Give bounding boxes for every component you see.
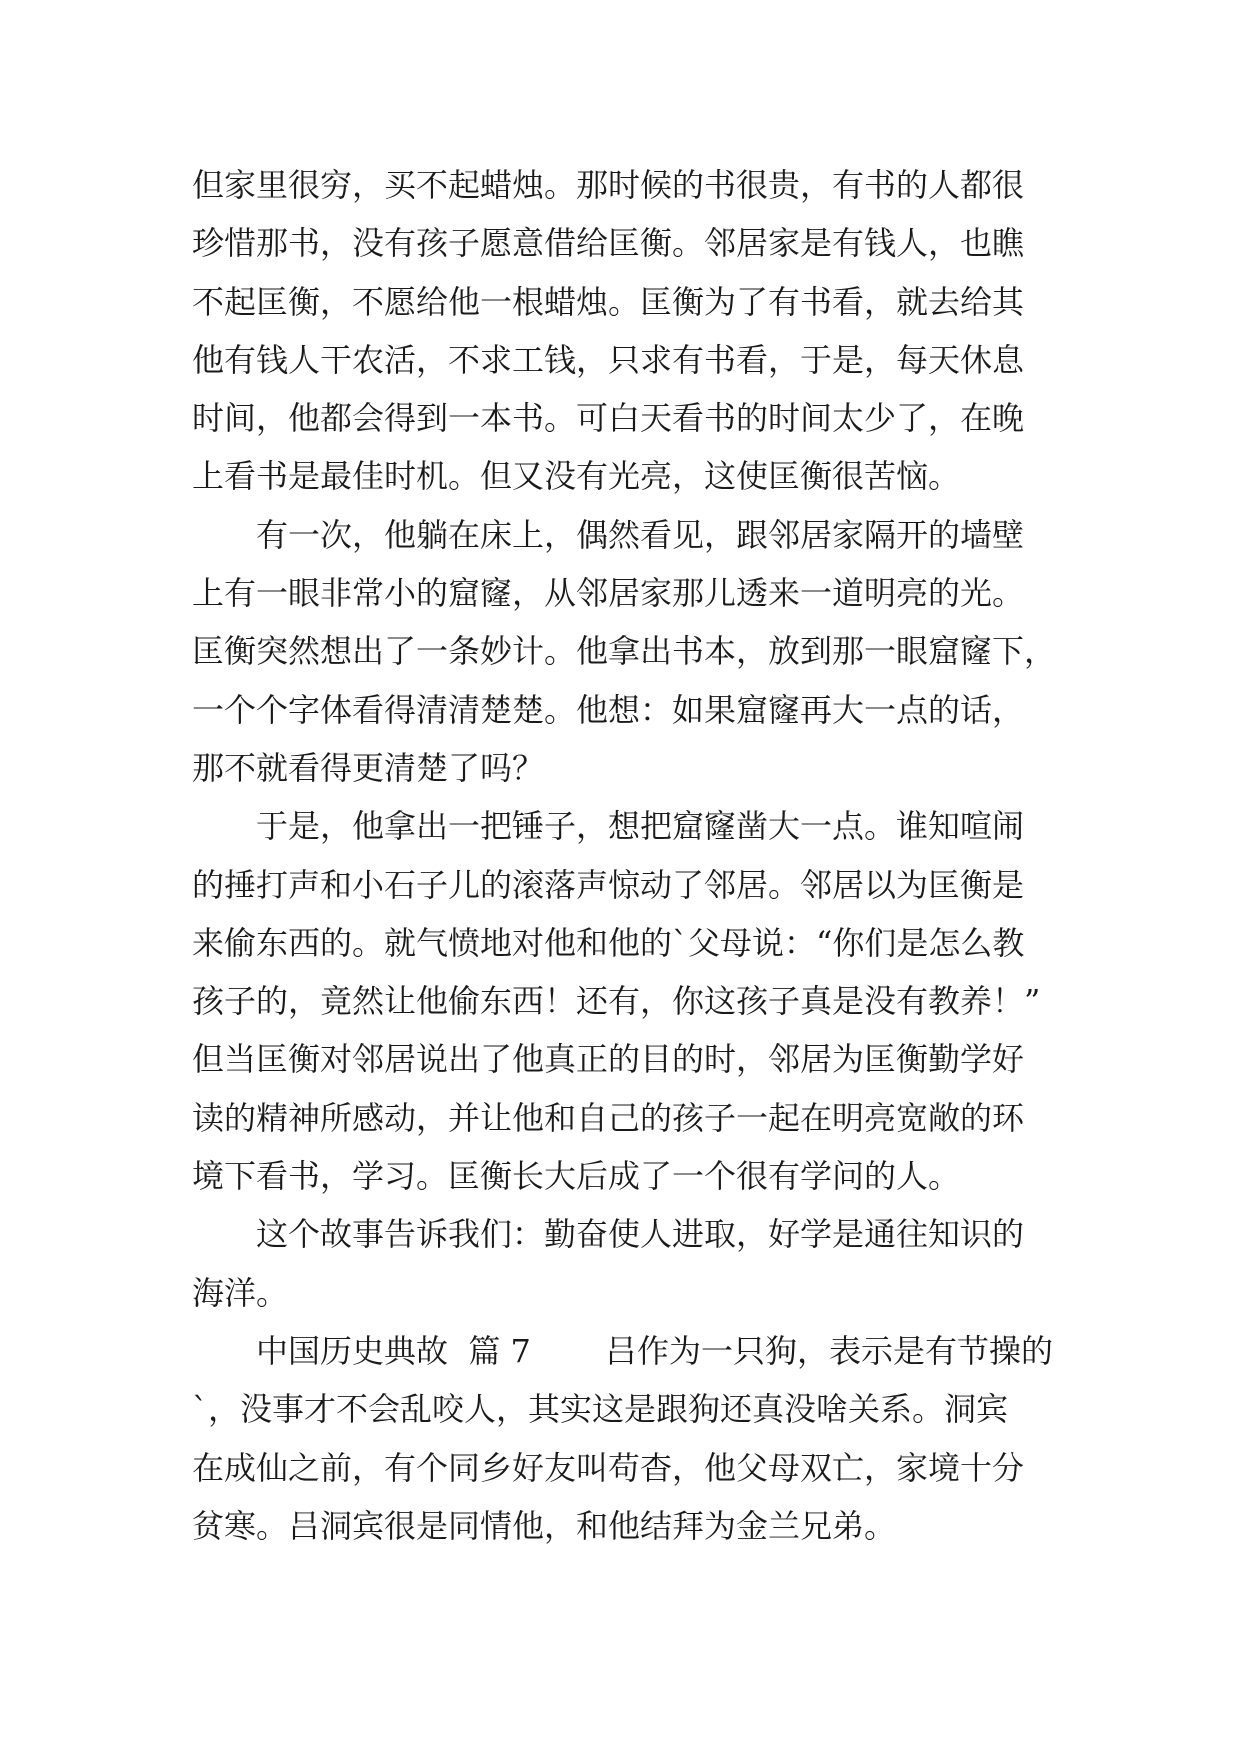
text-line: 一个个字体看得清清楚楚。他想：如果窟窿再大一点的话， <box>192 690 1025 729</box>
text-line: 匡衡突然想出了一条妙计。他拿出书本，放到那一眼窟窿下， <box>192 632 1057 671</box>
text-line: 贫寒。吕洞宾很是同情他，和他结拜为金兰兄弟。 <box>192 1506 897 1545</box>
text-line: 他有钱人干农活，不求工钱，只求有书看，于是，每天休息 <box>192 340 1025 379</box>
text-line: `，没事才不会乱咬人，其实这是跟狗还真没啥关系。洞宾 <box>192 1390 1009 1429</box>
body-text <box>192 156 1072 1555</box>
text-line: 在成仙之前，有个同乡好友叫苟杳，他父母双亡，家境十分 <box>192 1448 1025 1487</box>
text-line: 珍惜那书，没有孩子愿意借给匡衡。邻居家是有钱人，也瞧 <box>192 224 1025 263</box>
text-line: 中国历史典故 篇 7 吕作为一只狗，表示是有节操的 <box>192 1331 1054 1370</box>
text-line: 有一次，他躺在床上，偶然看见，跟邻居家隔开的墙壁 <box>192 515 1025 554</box>
text-line: 不起匡衡，不愿给他一根蜡烛。匡衡为了有书看，就去给其 <box>192 282 1025 321</box>
text-line: 境下看书，学习。匡衡长大后成了一个很有学问的人。 <box>192 1157 961 1196</box>
text-line: 于是，他拿出一把锤子，想把窟窿凿大一点。谁知喧闹 <box>192 807 1025 846</box>
text-line: 读的精神所感动，并让他和自己的孩子一起在明亮宽敞的环 <box>192 1098 1025 1137</box>
text-line: 孩子的，竟然让他偷东西！还有，你这孩子真是没有教养！” <box>192 982 1041 1021</box>
text-line: 海洋。 <box>192 1273 289 1312</box>
text-line: 来偷东西的。就气愤地对他和他的`父母说：“你们是怎么教 <box>192 923 1025 962</box>
text-line: 上看书是最佳时机。但又没有光亮，这使匡衡很苦恼。 <box>192 457 961 496</box>
text-line: 这个故事告诉我们：勤奋使人进取，好学是通往知识的 <box>192 1215 1025 1254</box>
text-line: 时间，他都会得到一本书。可白天看书的时间太少了，在晚 <box>192 399 1025 438</box>
text-line: 那不就看得更清楚了吗？ <box>192 748 545 787</box>
text-line: 的捶打声和小石子儿的滚落声惊动了邻居。邻居以为匡衡是 <box>192 865 1025 904</box>
text-line: 但家里很穷，买不起蜡烛。那时候的书很贵，有书的人都很 <box>192 166 1025 204</box>
text-line: 上有一眼非常小的窟窿，从邻居家那儿透来一道明亮的光。 <box>192 574 1025 613</box>
text-line: 但当匡衡对邻居说出了他真正的目的时，邻居为匡衡勤学好 <box>192 1040 1025 1079</box>
